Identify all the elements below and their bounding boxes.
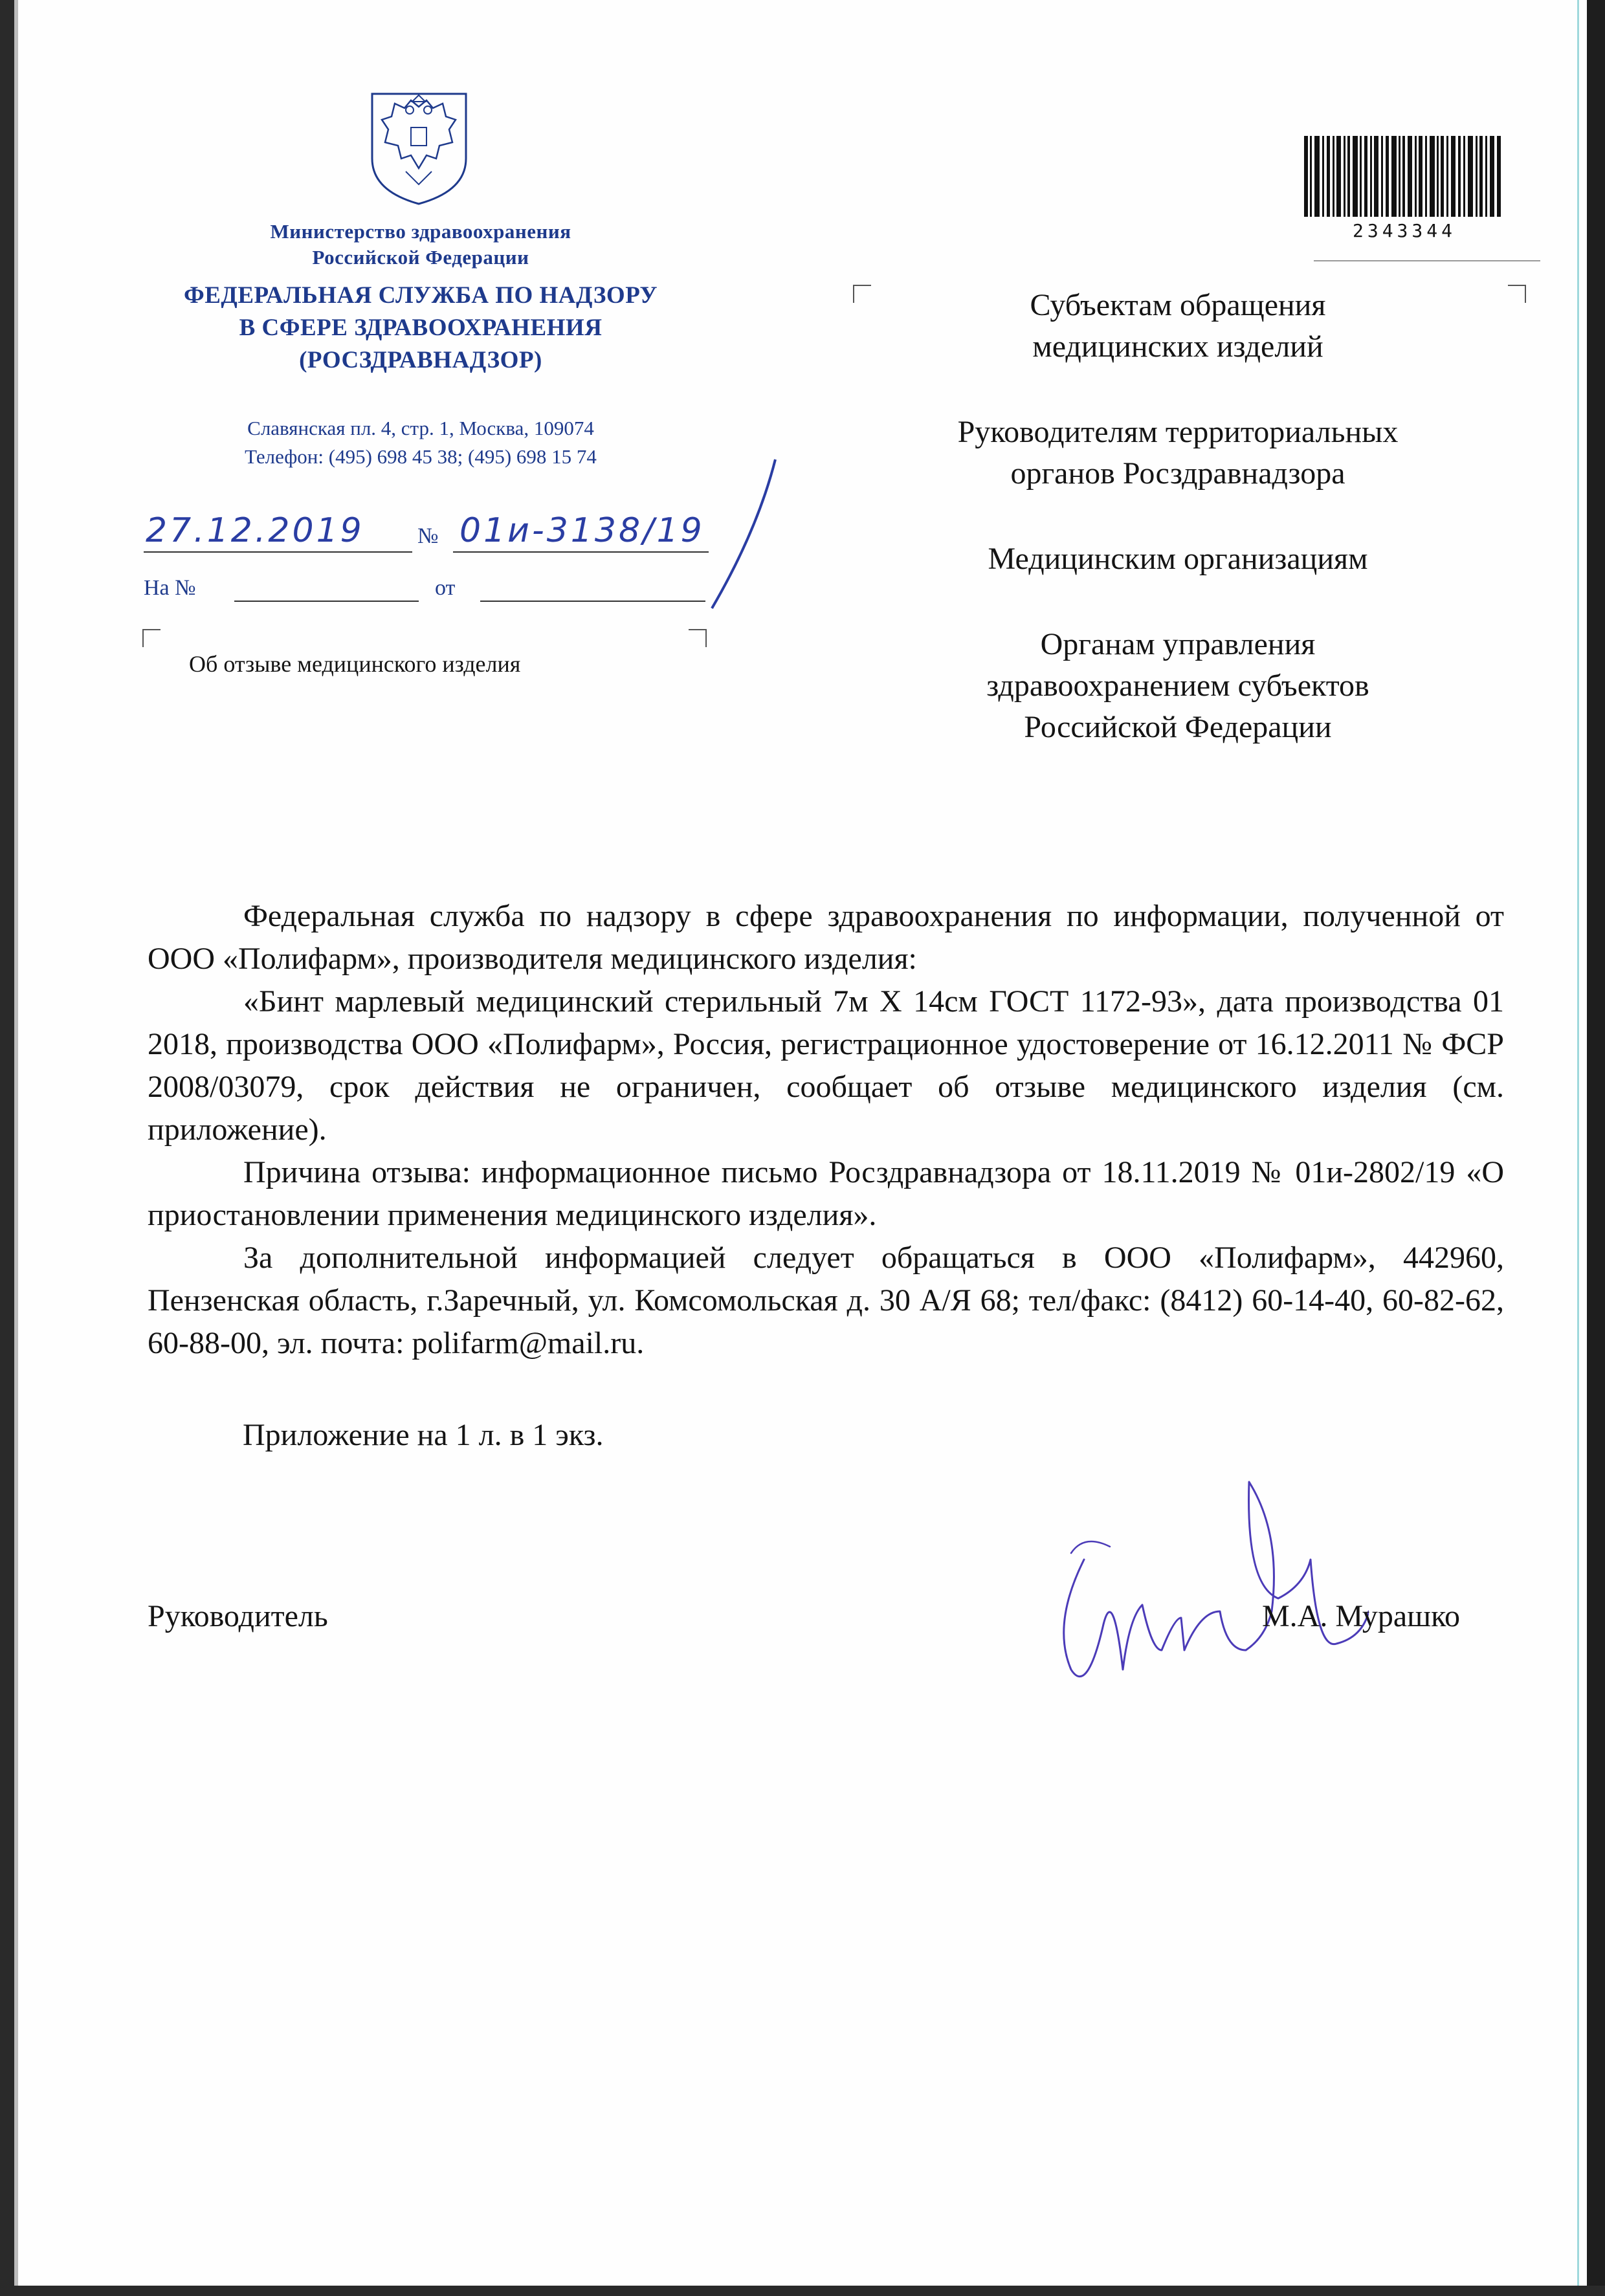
barcode-icon <box>1304 136 1501 217</box>
body-paragraph-3: Причина отзыва: информационное письмо Росздравнадзора от 18.11.2019 № 01и-2802/19 «О приостановлении применения медицинского изделия». <box>148 1155 1504 1232</box>
handwritten-signature <box>1032 1456 1369 1734</box>
reply-number-field <box>234 601 419 602</box>
scan-edge-bottom <box>0 2286 1605 2296</box>
addressee-2-line-1: Руководителям территориальных <box>957 415 1399 449</box>
addressee-4 <box>893 624 1463 748</box>
reply-from-label: от <box>435 576 456 600</box>
service-line-3: (РОСЗДРАВНАДЗОР) <box>299 347 542 373</box>
barcode-rule <box>1314 260 1540 261</box>
addressee-block <box>893 285 1463 792</box>
ministry-name <box>129 219 712 270</box>
addressee-1-line-1: Субъектам обращения <box>1030 288 1326 322</box>
scan-edge-right <box>1587 0 1605 2296</box>
number-sign: № <box>417 524 439 548</box>
coat-of-arms-icon <box>366 81 472 207</box>
body-paragraph-2: «Бинт марлевый медицинский стерильный 7м Х 14см ГОСТ 1172-93», дата производства 01 2018, производства ООО «Полифарм», Россия, регистрационное удостоверение от 16.12.2011 № ФСР 2008/03079, срок действия не ограничен, сообщает об отзыве медицинского изделия (см. приложение). <box>148 984 1504 1147</box>
reply-to-label: На № <box>144 576 196 600</box>
contact-block <box>129 414 712 471</box>
addressee-1 <box>893 285 1463 368</box>
addressee-2-line-2: органов Росздравнадзора <box>1010 456 1345 491</box>
signatory-name: М.А. Мурашко <box>1262 1599 1460 1633</box>
signatory-title: Руководитель <box>148 1599 328 1633</box>
phone: Телефон: (495) 698 45 38; (495) 698 15 74 <box>245 445 597 468</box>
letter-body <box>148 895 1504 1365</box>
subject-line: Об отзыве медицинского изделия <box>189 651 521 677</box>
subject-bracket-right <box>689 629 707 647</box>
reply-date-field <box>480 601 705 602</box>
handwritten-slash <box>699 453 790 615</box>
address: Славянская пл. 4, стр. 1, Москва, 109074 <box>247 417 594 439</box>
body-paragraph-1: Федеральная служба по надзору в сфере здравоохранения по информации, полученной от ООО «Полифарм», производителя медицинского изделия: <box>148 899 1504 976</box>
addressee-4-line-3: Российской Федерации <box>1024 710 1332 744</box>
addressee-bracket-right <box>1508 285 1526 303</box>
scan-edge-left <box>0 0 14 2296</box>
addressee-3-line-1: Медицинским организациям <box>988 542 1368 576</box>
ministry-line-2: Российской Федерации <box>312 246 529 269</box>
service-line-2: В СФЕРЕ ЗДРАВООХРАНЕНИЯ <box>239 315 603 341</box>
scan-edge-right-shadow <box>1577 0 1587 2296</box>
subject-bracket-left <box>142 629 160 647</box>
ministry-line-1: Министерство здравоохранения <box>270 220 571 243</box>
scan-edge-left-shadow <box>14 0 18 2296</box>
addressee-1-line-2: медицинских изделий <box>1032 329 1323 364</box>
addressee-4-line-1: Органам управления <box>1040 627 1316 661</box>
date-underline <box>144 551 412 553</box>
handwritten-number: 01и-3138/19 <box>459 511 705 550</box>
body-paragraph-4: За дополнительной информацией следует обращаться в ООО «Полифарм», 442960, Пензенская область, г.Заречный, ул. Комсомольская д. 30 А/Я 68; тел/факс: (8412) 60-14-40, 60-82-62, 60-88-00, эл. почта: polifarm@mail.ru. <box>148 1241 1504 1360</box>
addressee-3 <box>893 538 1463 580</box>
addressee-4-line-2: здравоохранением субъектов <box>986 668 1369 703</box>
attachment-note: Приложение на 1 л. в 1 экз. <box>243 1418 604 1452</box>
addressee-bracket-left <box>853 285 871 303</box>
addressee-2 <box>893 412 1463 494</box>
barcode-number: 2343344 <box>1352 220 1456 241</box>
service-name <box>120 280 722 377</box>
number-underline <box>453 551 709 553</box>
service-line-1: ФЕДЕРАЛЬНАЯ СЛУЖБА ПО НАДЗОРУ <box>183 282 658 309</box>
handwritten-date: 27.12.2019 <box>146 511 364 550</box>
